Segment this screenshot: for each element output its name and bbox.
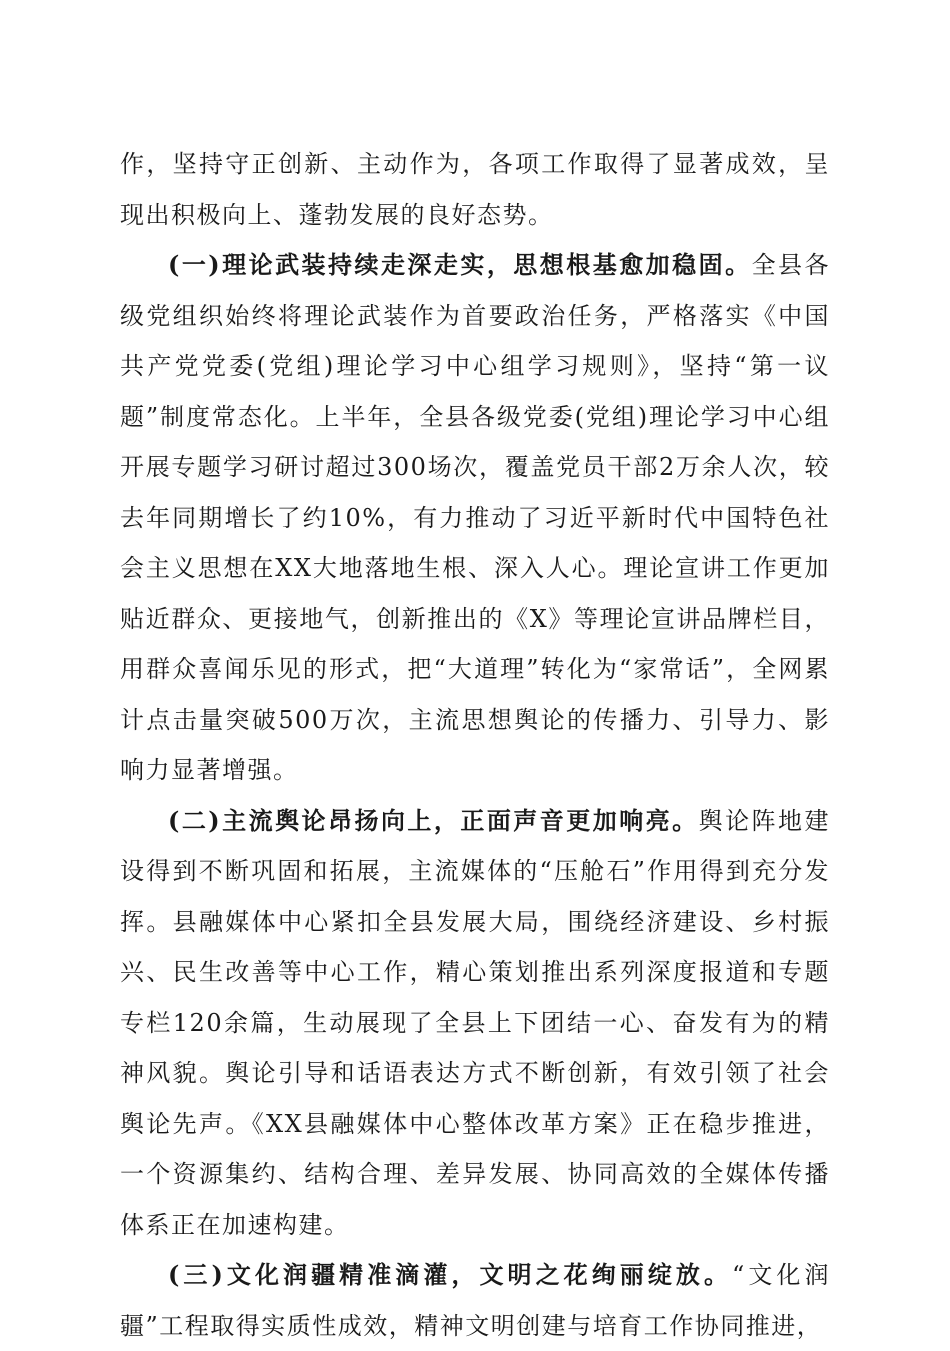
paragraph-text: 全县各级党组织始终将理论武装作为首要政治任务，严格落实《中国共产党党委(党组)理论学习中心组学习规则》，坚持“第一议题”制度常态化。上半年，全县各级党委(党组)理论学习中心组开展专题学习研讨超过300场次，覆盖党员干部2万余人次，较去年同期增长了约10%，有力推动了习近平新时代中国特色社会主义思想在XX大地落地生根、深入人心。理论宣讲工作更加贴近群众、更接地气，创新推出的《X》等理论宣讲品牌栏目，用群众喜闻乐见的形式，把“大道理”转化为“家常话”，全网累计点击量突破500万次，主流思想舆论的传播力、引导力、影响力显著增强。 xyxy=(120,251,831,784)
document-body xyxy=(120,139,830,1351)
paragraph-theory xyxy=(120,240,830,796)
paragraph-text: 舆论阵地建设得到不断巩固和拓展，主流媒体的“压舱石”作用得到充分发挥。县融媒体中心紧扣全县发展大局，围绕经济建设、乡村振兴、民生改善等中心工作，精心策划推出系列深度报道和专题专栏120余篇，生动展现了全县上下团结一心、奋发有为的精神风貌。舆论引导和话语表达方式不断创新，有效引领了社会舆论先声。《XX县融媒体中心整体改革方案》正在稳步推进，一个资源集约、结构合理、差异发展、协同高效的全媒体传播体系正在加速构建。 xyxy=(120,806,830,1239)
paragraph-continuation xyxy=(120,139,830,240)
section-heading-theory: (一)理论武装持续走深走实，思想根基愈加稳固。 xyxy=(168,250,752,279)
paragraph-media xyxy=(120,796,830,1251)
section-heading-culture: (三)文化润疆精准滴灌，文明之花绚丽绽放。 xyxy=(168,1260,733,1289)
section-heading-media: (二)主流舆论昂扬向上，正面声音更加响亮。 xyxy=(168,805,699,835)
paragraph-text: “文化润疆”工程取得实质性成效，精神文明创建与培育工作协同推进， xyxy=(120,1261,830,1340)
paragraph-culture xyxy=(120,1250,830,1351)
paragraph-text: 作，坚持守正创新、主动作为，各项工作取得了显著成效，呈现出积极向上、蓬勃发展的良好态势。 xyxy=(120,150,830,229)
